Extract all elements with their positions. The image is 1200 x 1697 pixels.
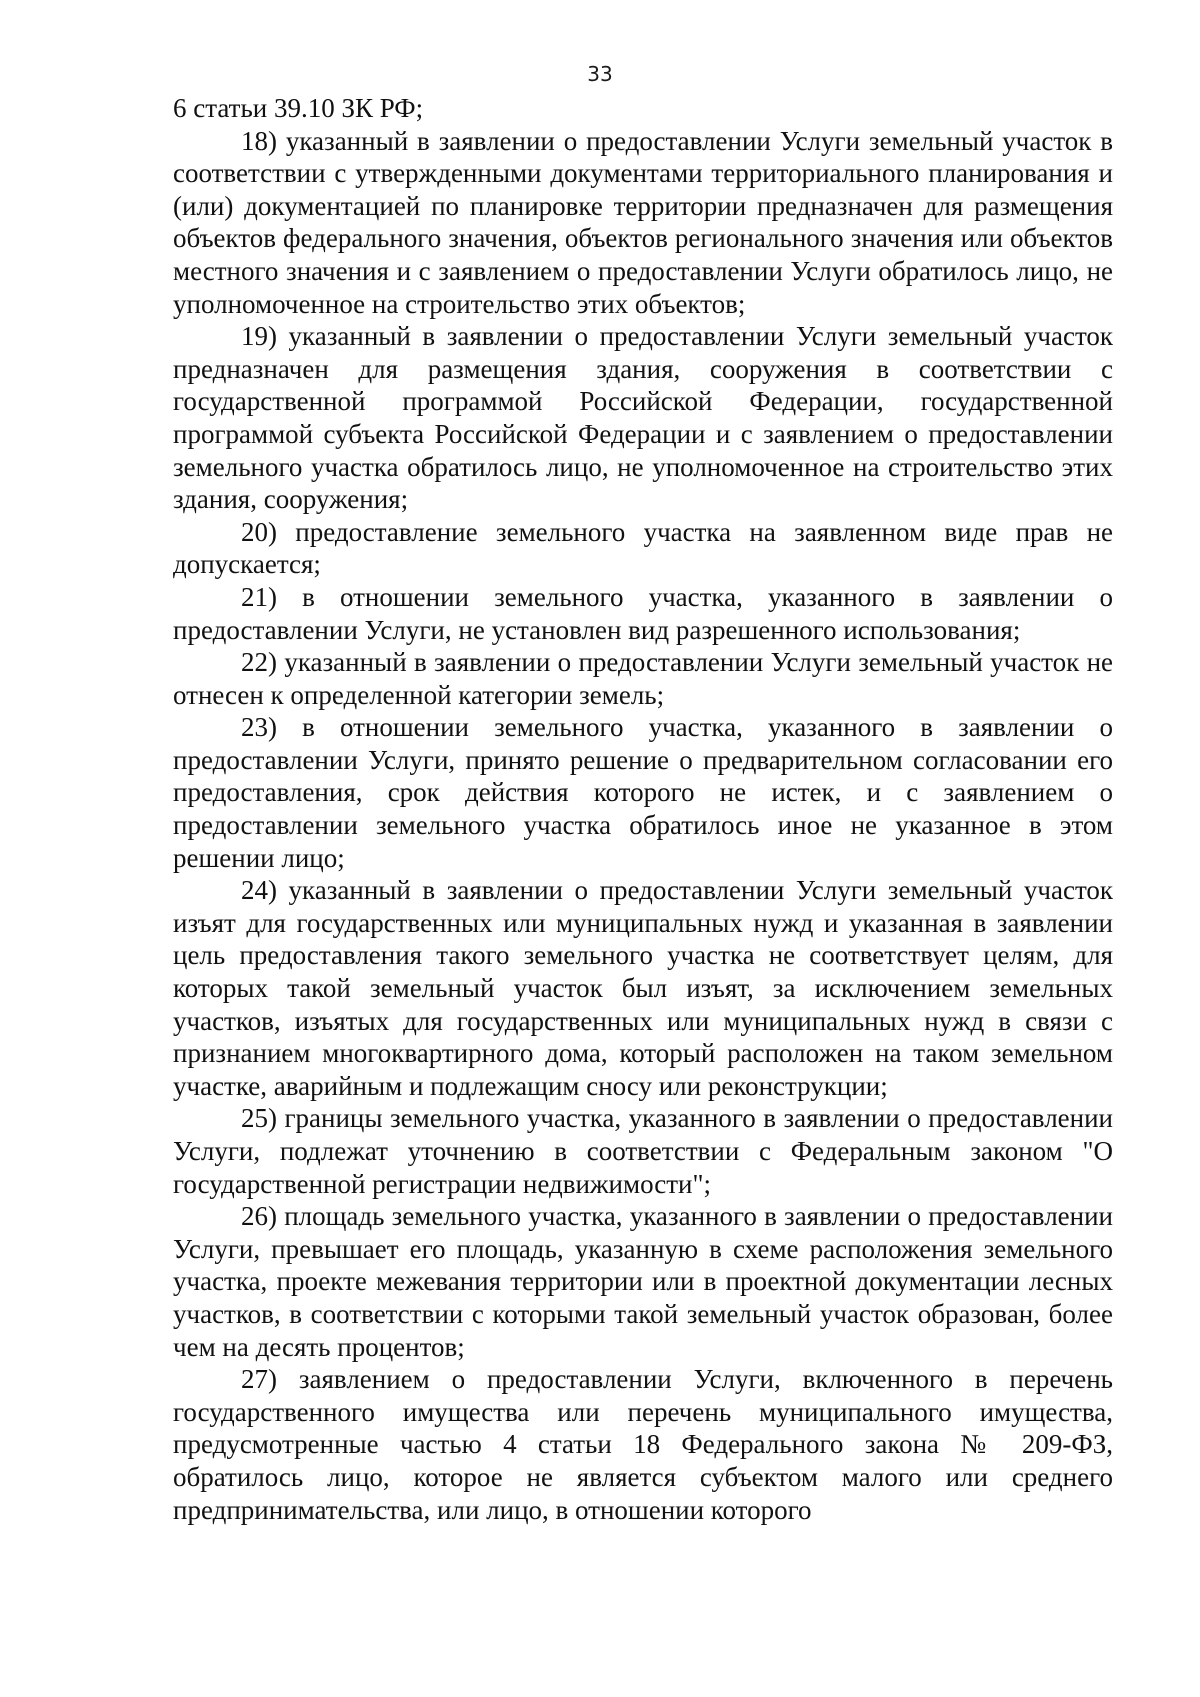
paragraph-item-27: 27) заявлением о предоставлении Услуги, включенного в перечень государственного имущества или перечень муниципального имущества, предусмотренные частью 4 статьи 18 Федерального закона № 209-ФЗ, обратилось лицо, которое не является субъектом малого или среднего предпринимательства, или лицо, в отношении которого [173,1364,1113,1525]
paragraph-continuation: 6 статьи 39.10 ЗК РФ; [173,93,424,123]
paragraph-item-19: 19) указанный в заявлении о предоставлении Услуги земельный участок предназначен для размещения здания, сооружения в соответствии с государственной программой Российской Федерации, государственной программой субъекта Российской Федерации и с заявлением о предоставлении земельного участка обратилось лицо, не уполномоченное на строительство этих здания, сооружения; [173,321,1113,515]
paragraph-item-24: 24) указанный в заявлении о предоставлении Услуги земельный участок изъят для государственных или муниципальных нужд и указанная в заявлении цель предоставления такого земельного участка не соответствует целям, для которых такой земельный участок был изъят, за исключением земельных участков, изъятых для государственных или муниципальных нужд в связи с признанием многоквартирного дома, который расположен на таком земельном участке, аварийным и подлежащим сносу или реконструкции; [173,875,1113,1101]
paragraph-item-20: 20) предоставление земельного участка на заявленном виде прав не допускается; [173,516,1113,580]
page-number: 33 [587,62,613,86]
document-body [173,92,1113,1526]
paragraph-item-22: 22) указанный в заявлении о предоставлении Услуги земельный участок не отнесен к определенной категории земель; [173,647,1113,710]
paragraph-item-26: 26) площадь земельного участка, указанного в заявлении о предоставлении Услуги, превышает его площадь, указанную в схеме расположения земельного участка, проекте межевания территории или в проектной документации лесных участков, в соответствии с которыми такой земельный участок образован, более чем на десять процентов; [173,1201,1113,1362]
paragraph-item-18: 18) указанный в заявлении о предоставлении Услуги земельный участок в соответствии с утвержденными документами территориального планирования и (или) документацией по планировке территории предназначен для размещения объектов федерального значения, объектов регионального значения или объектов местного значения и с заявлением о предоставлении Услуги обратилось лицо, не уполномоченное на строительство этих объектов; [173,125,1113,319]
paragraph-item-23: 23) в отношении земельного участка, указанного в заявлении о предоставлении Услуги, принято решение о предварительном согласовании его предоставления, срок действия которого не истек, и с заявлением о предоставлении земельного участка обратилось иное не указанное в этом решении лицо; [173,712,1113,873]
paragraph-item-25: 25) границы земельного участка, указанного в заявлении о предоставлении Услуги, подлежат уточнению в соответствии с Федеральным законом "О государственной регистрации недвижимости"; [173,1103,1113,1199]
paragraph-item-21: 21) в отношении земельного участка, указанного в заявлении о предоставлении Услуги, не установлен вид разрешенного использования; [173,581,1113,645]
